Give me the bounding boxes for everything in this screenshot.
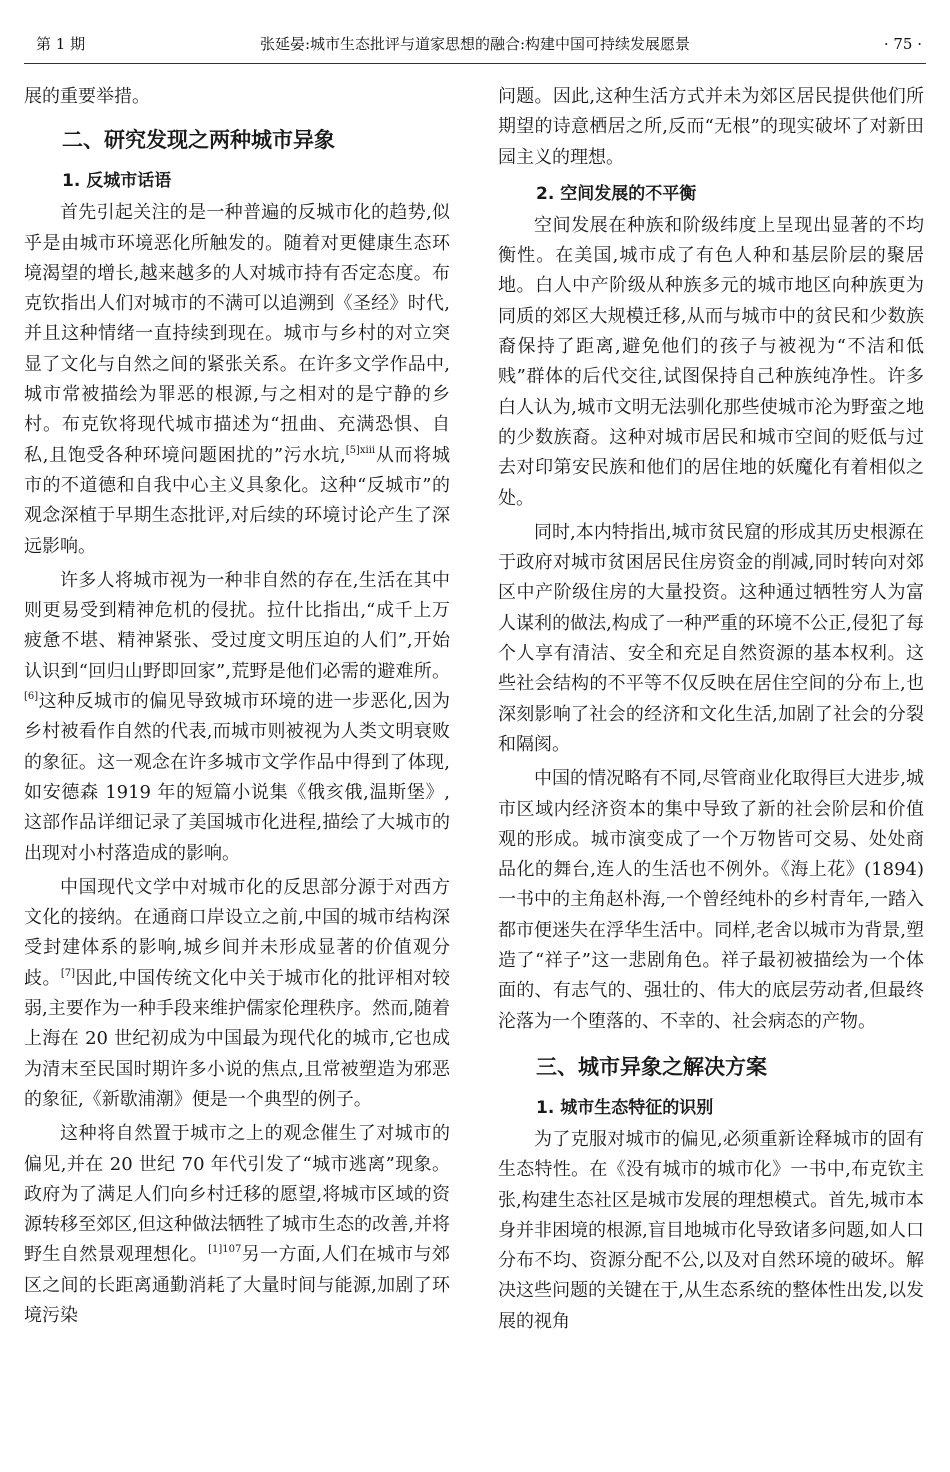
section-heading-2: 二、研究发现之两种城市异象 bbox=[62, 128, 335, 153]
subsection-heading-ecology: 1. 城市生态特征的识别 bbox=[536, 1097, 714, 1118]
paragraph: 这种将自然置于城市之上的观念催生了对城市的偏见,并在 20 世纪 70 年代引发了“城市逃离”现象。政府为了满足人们向乡村迁移的愿望,将城市区域的资源转移至郊区,但这种做法牺牲了城市生态的改善,并将野生自然景观理想化。$^{[1]107}$另一方面,人们在城市与郊区之间的长距离通勤消耗了大量时间与能源,加剧了环境污染 bbox=[24, 1123, 450, 1326]
citation-ref: [7] bbox=[60, 967, 76, 979]
section-heading-3: 三、城市异象之解决方案 bbox=[536, 1054, 767, 1079]
paragraph: 同时,本内特指出,城市贫民窟的形成其历史根源在于政府对城市贫困居民住房资金的削减,同时转向对郊区中产阶级住房的大量投资。这种通过牺牲穷人为富人谋利的做法,构成了一种严重的环境不公正,侵犯了每个人享有清洁、安全和充足自然资源的基本权利。这些社会结构的不平等不仅反映在居住空间的分布上,也深刻影响了社会的经济和文化生活,加剧了社会的分裂和隔阂。 bbox=[498, 521, 924, 755]
page-number: · 75 · bbox=[883, 35, 922, 53]
paragraph: 为了克服对城市的偏见,必须重新诠释城市的固有生态特性。在《没有城市的城市化》一书中,布克钦主张,构建生态社区是城市发展的理想模式。首先,城市本身并非困境的根源,盲目地城市化导致诸多问题,如人口分布不均、资源分配不公,以及对自然环境的破坏。解决这些问题的关键在于,从生态系统的整体性出发,以发展的视角 bbox=[498, 1128, 924, 1332]
citation-ref: [5]xiii bbox=[345, 444, 376, 456]
paragraph-continued: 问题。因此,这种生活方式并未为郊区居民提供他们所期望的诗意栖居之所,反而“无根”的现实破坏了对新田园主义的理想。 bbox=[498, 86, 924, 168]
issue-number: 第 1 期 bbox=[36, 35, 86, 53]
citation-ref: [6] bbox=[24, 691, 39, 703]
paragraph: 首先引起关注的是一种普遍的反城市化的趋势,似乎是由城市环境恶化所触发的。随着对更健康生态环境渴望的增长,越来越多的人对城市持有否定态度。布克钦指出人们对城市的不满可以追溯到《圣经》时代,并且这种情绪一直持续到现在。城市与乡村的对立突显了文化与自然之间的紧张关系。在许多文学作品中,城市常被描绘为罪恶的根源,与之相对的是宁静的乡村。布克钦将现代城市描述为“扭曲、充满恐惧、自私,且饱受各种环境问题困扰的”污水坑,$^{[5]xiii}$从而将城市的不道德和自我中心主义具象化。这种“反城市”的观念深植于早期生态批评,对后续的环境讨论产生了深远影响。 bbox=[24, 202, 450, 557]
citation-ref: [1]107 bbox=[208, 1244, 242, 1256]
paragraph: 许多人将城市视为一种非自然的存在,生活在其中则更易受到精神危机的侵扰。拉什比指出,“成千上万疲惫不堪、精神紧张、受过度文明压迫的人们”,开始认识到“回归山野即回家”,荒野是他们必需的避难所。[6]这种反城市的偏见导致城市环境的进一步恶化,因为乡村被看作自然的代表,而城市则被视为人类文明衰败的象征。这一观念在许多城市文学作品中得到了体现,如安德森 1919 年的短篇小说集《俄亥俄,温斯堡》,这部作品详细记录了美国城市化进程,描绘了大城市的出现对小村落造成的影响。 bbox=[24, 569, 450, 864]
right-column bbox=[498, 82, 924, 1337]
paragraph: 中国现代文学中对城市化的反思部分源于对西方文化的接纳。在通商口岸设立之前,中国的城市结构深受封建体系的影响,城乡间并未形成显著的价值观分歧。[7]因此,中国传统文化中关于城市化的批评相对较弱,主要作为一种手段来维护儒家伦理秩序。然而,随着上海在 20 世纪初成为中国最为现代化的城市,它也成为清末至民国时期许多小说的焦点,且常被塑造为邪恶的象征,《新歇浦潮》便是一个典型的例子。 bbox=[24, 876, 450, 1110]
paragraph: 中国的情况略有不同,尽管商业化取得巨大进步,城市区域内经济资本的集中导致了新的社会阶层和价值观的形成。城市演变成了一个万物皆可交易、处处商品化的舞台,连人的生活也不例外。《海上花》(1894)一书中的主角赵朴海,一个曾经纯朴的乡村青年,一踏入都市便迷失在浮华生活中。同样,老舍以城市为背景,塑造了“祥子”这一悲剧角色。祥子最初被描绘为一个体面的、有志气的、强壮的、伟大的底层劳动者,但最终沦落为一个堕落的、不幸的、社会病态的产物。 bbox=[498, 768, 924, 1032]
running-header bbox=[24, 32, 926, 56]
header-rule bbox=[24, 63, 926, 64]
left-column bbox=[24, 82, 450, 1331]
subsection-heading-spatial: 2. 空间发展的不平衡 bbox=[536, 183, 697, 204]
paragraph-continued: 展的重要举措。 bbox=[24, 86, 150, 107]
subsection-heading-anti-urban: 1. 反城市话语 bbox=[62, 171, 172, 192]
running-title: 张延晏:城市生态批评与道家思想的融合:构建中国可持续发展愿景 bbox=[259, 35, 691, 53]
paragraph: 空间发展在种族和阶级纬度上呈现出显著的不均衡性。在美国,城市成了有色人种和基层阶层的聚居地。白人中产阶级从种族多元的城市地区向种族更为同质的郊区大规模迁移,从而与城市中的贫民和少数族裔保持了距离,避免他们的孩子与被视为“不洁和低贱”群体的后代交往,试图保持自己种族纯净性。许多白人认为,城市文明无法驯化那些使城市沦为野蛮之地的少数族裔。这种对城市居民和城市空间的贬低与过去对印第安民族和他们的居住地的妖魔化有着相似之处。 bbox=[498, 214, 924, 509]
